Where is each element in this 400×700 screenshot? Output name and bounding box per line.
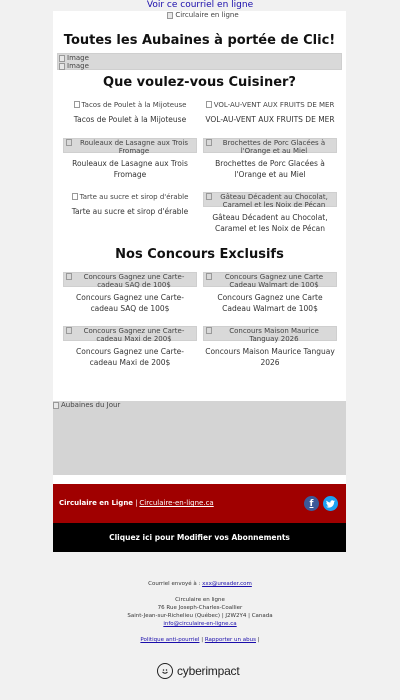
contest-image-alt: Concours Gagnez une Carte-cadeau SAQ de 100$ <box>83 273 185 289</box>
broken-image-icon <box>206 193 212 200</box>
broken-image-icon <box>53 402 59 409</box>
contest-image[interactable] <box>63 272 197 287</box>
recipe-image[interactable] <box>63 101 197 109</box>
broken-image-icon <box>72 193 78 200</box>
recipe-caption[interactable]: Gâteau Décadent au Chocolat, Caramel et les Noix de Pécan <box>212 213 328 233</box>
recipe-image[interactable] <box>203 138 337 153</box>
broken-image-icon <box>206 327 212 334</box>
contest-card[interactable] <box>63 272 197 314</box>
recipe-image[interactable] <box>203 192 337 207</box>
recipe-image-alt: VOL-AU-VENT AUX FRUITS DE MER <box>213 101 335 109</box>
contest-caption[interactable]: Concours Gagnez une Carte-cadeau Maxi de 200$ <box>76 347 184 367</box>
facebook-glyph: f <box>309 498 314 509</box>
contest-card[interactable] <box>203 326 337 368</box>
cyberimpact-logo[interactable] <box>157 663 240 679</box>
brand-name: Circulaire en Ligne <box>59 499 134 507</box>
recipe-image-alt: Gâteau Décadent au Chocolat, Caramel et les Noix de Pécan <box>220 193 328 209</box>
cyberimpact-wordmark: cyberimpact <box>177 664 240 678</box>
broken-image-icon <box>59 63 65 70</box>
hero-image-alt-1 <box>58 54 341 62</box>
twitter-bird-icon <box>326 500 335 508</box>
footer-separator: | <box>257 637 260 643</box>
contest-image[interactable] <box>63 326 197 341</box>
broken-image-icon <box>66 273 72 280</box>
recipe-caption[interactable]: Tarte au sucre et sirop d'érable <box>71 207 189 216</box>
recipe-caption[interactable]: Brochettes de Porc Glacées à l'Orange et au Miel <box>215 159 325 179</box>
cook-section-title: Que voulez-vous Cuisiner? <box>103 75 296 90</box>
deals-banner-image[interactable] <box>53 401 346 475</box>
anti-spam-policy-link[interactable]: Politique anti-pourriel <box>140 637 200 643</box>
manage-subscriptions-button[interactable]: Cliquez ici pour Modifier vos Abonnements <box>53 523 346 552</box>
main-headline: Toutes les Aubaines à portée de Clic! <box>63 33 336 48</box>
brand-site-link[interactable]: Circulaire-en-ligne.ca <box>139 499 214 507</box>
hero-alt-text: Image <box>67 62 89 70</box>
report-abuse-link[interactable]: Rapporter un abus <box>204 637 256 643</box>
company-email-link[interactable]: info@circulaire-en-ligne.ca <box>163 621 237 627</box>
brand-bar <box>53 484 346 523</box>
email-body <box>53 11 346 552</box>
recipe-card[interactable] <box>63 101 197 125</box>
recipe-image-alt: Brochettes de Porc Glacées à l'Orange et au Miel <box>222 139 326 155</box>
email-footer <box>0 580 400 644</box>
facebook-icon[interactable] <box>304 496 319 511</box>
footer-separator: | <box>201 637 204 643</box>
contest-card[interactable] <box>203 272 337 314</box>
deals-banner-alt <box>53 401 346 409</box>
cyberimpact-mark-icon <box>157 663 173 679</box>
broken-image-icon <box>66 139 72 146</box>
recipe-image[interactable] <box>203 101 337 109</box>
contest-image[interactable] <box>203 272 337 287</box>
contest-caption[interactable]: Concours Maison Maurice Tanguay 2026 <box>205 347 335 367</box>
sent-to-line <box>0 580 400 588</box>
broken-image-icon <box>206 101 212 108</box>
footer-links <box>0 636 400 644</box>
broken-image-icon <box>206 139 212 146</box>
broken-image-icon <box>66 327 72 334</box>
recipe-card[interactable] <box>63 138 197 180</box>
sent-to-address[interactable]: xxx@ureader.com <box>202 581 252 587</box>
recipe-card[interactable] <box>203 192 337 234</box>
contests-section-title: Nos Concours Exclusifs <box>115 247 284 262</box>
contest-image-alt: Concours Gagnez une Carte Cadeau Walmart de 100$ <box>224 273 324 289</box>
hero-image-alt-2 <box>58 62 341 70</box>
recipe-image-alt: Rouleaux de Lasagne aux Trois Fromage <box>79 139 189 155</box>
recipe-image-alt: Tacos de Poulet à la Mijoteuse <box>81 101 187 109</box>
hero-image[interactable] <box>57 53 342 70</box>
contest-caption[interactable]: Concours Gagnez une Carte Cadeau Walmart de 100$ <box>217 293 323 313</box>
contest-image[interactable] <box>203 326 337 341</box>
recipe-image-alt: Tarte au sucre et sirop d'érable <box>79 193 189 201</box>
broken-image-icon <box>167 12 173 19</box>
contest-caption[interactable]: Concours Gagnez une Carte-cadeau SAQ de 100$ <box>76 293 184 313</box>
company-city: Saint-Jean-sur-Richelieu (Québec) | J2W2Y4 | Canada <box>127 613 273 619</box>
contest-image-alt: Concours Maison Maurice Tanguay 2026 <box>229 327 319 343</box>
recipe-card[interactable] <box>203 101 337 125</box>
contest-image-alt: Concours Gagnez une Carte-cadeau Maxi de 200$ <box>83 327 185 343</box>
contest-card[interactable] <box>63 326 197 368</box>
recipe-image[interactable] <box>63 193 197 201</box>
recipe-card[interactable] <box>203 138 337 180</box>
sent-to-label: Courriel envoyé à : <box>148 581 201 587</box>
brand-line <box>59 499 214 508</box>
cyberimpact-smile-icon <box>160 666 170 676</box>
company-street: 76 Rue Joseph-Charles-Coallier <box>157 605 243 611</box>
recipe-image[interactable] <box>63 138 197 153</box>
twitter-icon[interactable] <box>323 496 338 511</box>
recipe-caption[interactable]: Rouleaux de Lasagne aux Trois Fromage <box>72 159 188 179</box>
broken-image-icon <box>206 273 212 280</box>
logo-alt-text: Circulaire en ligne <box>175 11 239 19</box>
company-name: Circulaire en ligne <box>175 597 225 603</box>
brand-separator: | <box>135 499 138 507</box>
hero-alt-text: Image <box>67 54 89 62</box>
deals-banner-alt-text: Aubaines du Jour <box>61 401 121 409</box>
recipe-card[interactable] <box>63 193 197 217</box>
broken-image-icon <box>59 55 65 62</box>
broken-image-icon <box>74 101 80 108</box>
view-online-link[interactable]: Voir ce courriel en ligne <box>146 0 254 10</box>
logo-image[interactable] <box>163 11 243 21</box>
recipe-caption[interactable]: Tacos de Poulet à la Mijoteuse <box>73 115 187 124</box>
recipe-caption[interactable]: VOL-AU-VENT AUX FRUITS DE MER <box>205 115 335 124</box>
